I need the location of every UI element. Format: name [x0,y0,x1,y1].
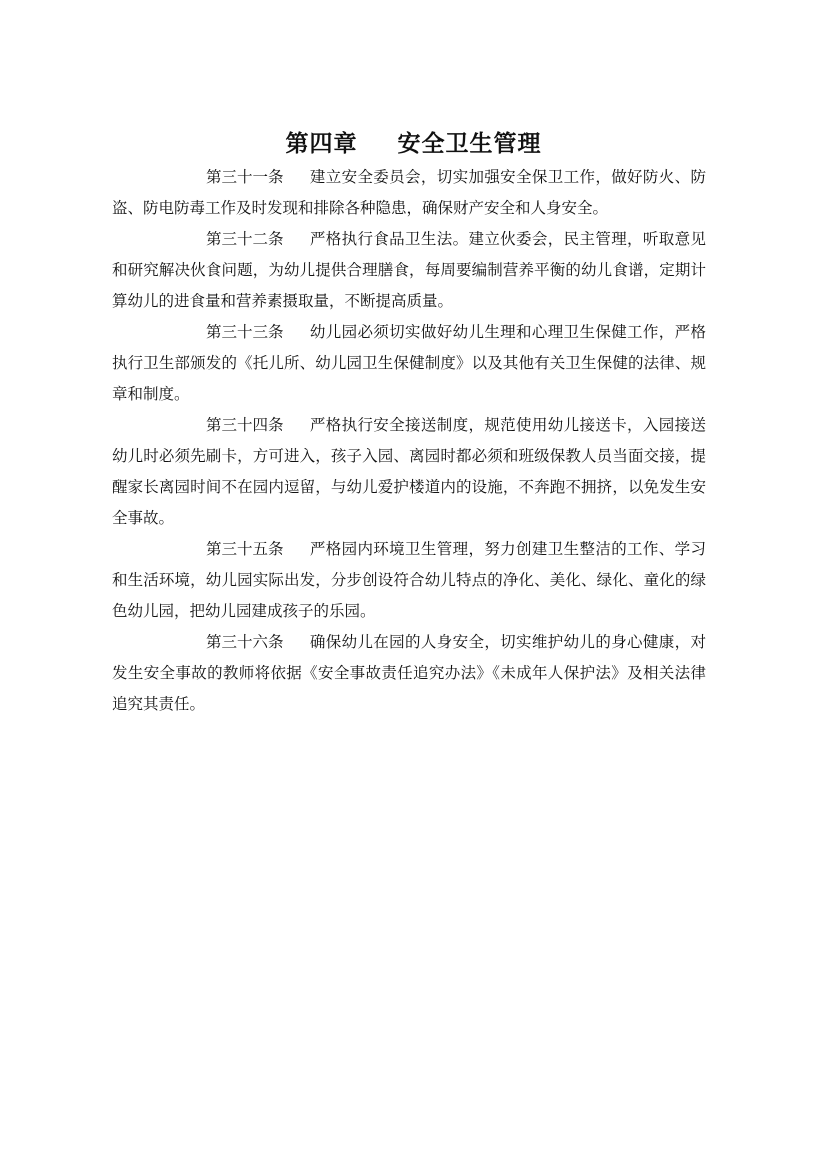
article-34 [112,410,706,534]
article-number: 第三十一条 [206,168,284,186]
article-text: 严格园内环境卫生管理，努力创建卫生整洁的工作、学习和生活环境，幼儿园实际出发，分步创设符合幼儿特点的净化、美化、绿化、童化的绿色幼儿园，把幼儿园建成孩子的乐园。 [112,540,706,620]
article-number: 第三十六条 [206,633,284,651]
chapter-number: 第四章 [285,130,358,157]
chapter-heading: 安全卫生管理 [397,130,542,157]
article-33 [112,317,706,410]
article-text: 建立安全委员会，切实加强安全保卫工作，做好防火、防盗、防电防毒工作及时发现和排除各种隐患，确保财产安全和人身安全。 [112,168,706,217]
article-text: 幼儿园必须切实做好幼儿生理和心理卫生保健工作，严格执行卫生部颁发的《托儿所、幼儿园卫生保健制度》以及其他有关卫生保健的法律、规章和制度。 [112,323,706,403]
article-number: 第三十四条 [206,416,284,434]
article-number: 第三十二条 [206,230,284,248]
article-number: 第三十五条 [206,540,284,558]
article-31 [112,162,706,224]
article-number: 第三十三条 [206,323,284,341]
article-text: 严格执行安全接送制度，规范使用幼儿接送卡，入园接送幼儿时必须先刷卡，方可进入，孩子入园、离园时都必须和班级保教人员当面交接，提醒家长离园时间不在园内逗留，与幼儿爱护楼道内的设施，不奔跑不拥挤，以免发生安全事故。 [112,416,706,527]
chapter-title [0,128,827,160]
chapter-body [112,162,706,720]
article-text: 严格执行食品卫生法。建立伙委会，民主管理，听取意见和研究解决伙食问题，为幼儿提供合理膳食，每周要编制营养平衡的幼儿食谱，定期计算幼儿的进食量和营养素摄取量，不断提高质量。 [112,230,706,310]
article-35 [112,534,706,627]
article-36 [112,627,706,720]
article-text: 确保幼儿在园的人身安全，切实维护幼儿的身心健康，对发生安全事故的教师将依据《安全事故责任追究办法》《未成年人保护法》及相关法律追究其责任。 [112,633,706,713]
article-32 [112,224,706,317]
